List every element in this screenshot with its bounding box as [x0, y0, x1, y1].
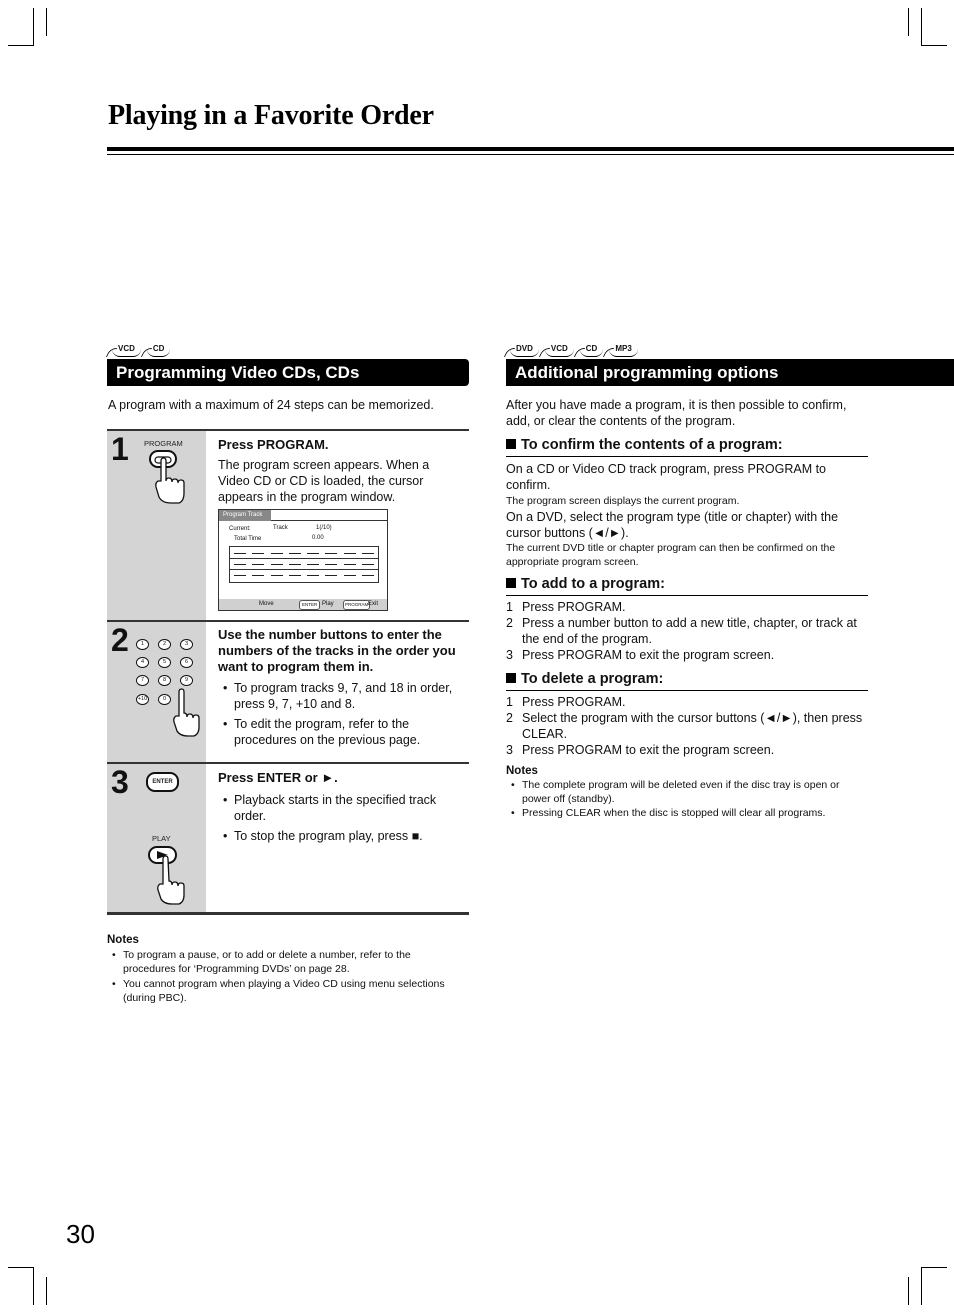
footer-play: Play	[322, 601, 334, 607]
square-bullet-icon	[506, 439, 516, 449]
number-button-6: 6	[180, 657, 193, 668]
note-item: • The complete program will be deleted even if the disc tray is open or power off (standby).	[506, 778, 868, 806]
number-button-5: 5	[158, 657, 171, 668]
enter-button-icon	[146, 772, 179, 792]
page-title: Playing in a Favorite Order	[108, 100, 434, 131]
grid-row	[234, 564, 374, 565]
paragraph-small: The program screen displays the current program.	[506, 495, 740, 507]
enter-label: ENTER	[152, 779, 173, 785]
number-button-4: 4	[136, 657, 149, 668]
total-time-label: Total Time	[234, 536, 262, 542]
crop-mark	[908, 8, 909, 36]
bullet-item: • To stop the program play, press ■.	[218, 828, 468, 844]
number-button-2: 2	[158, 639, 171, 650]
bullet-item: • Playback starts in the specified track order.	[218, 792, 468, 824]
step-body	[218, 792, 468, 848]
grid-row	[234, 553, 374, 554]
list-item: 1 Press PROGRAM.	[506, 695, 626, 709]
disc-badge: VCD	[112, 343, 141, 357]
subheading-text: To confirm the contents of a program:	[521, 437, 783, 453]
step-2	[107, 620, 469, 763]
crop-mark	[46, 1277, 47, 1305]
note-item: • To program a pause, or to add or delete a number, refer to the procedures for ‘Programming DVDs’ on page 28.	[107, 948, 457, 976]
press-program-hand-icon	[147, 447, 187, 505]
crop-mark	[908, 1277, 909, 1305]
page-number: 30	[66, 1219, 95, 1249]
note-item: • You cannot program when playing a Video CD using menu selections (during PBC).	[107, 977, 457, 1005]
current-label: Current:	[229, 526, 251, 532]
right-notes	[506, 765, 868, 824]
crop-mark	[921, 45, 947, 46]
step-number: 1	[111, 431, 129, 467]
program-tab: Program Track	[219, 510, 271, 521]
number-button-plus10: +10	[136, 694, 149, 705]
section-title: Additional programming options	[506, 359, 954, 386]
track-value: 1(/10)	[316, 525, 332, 531]
subheading-text: To add to a program:	[521, 576, 665, 592]
bullet-item: • To program tracks 9, 7, and 18 in order, press 9, 7, +10 and 8.	[218, 680, 468, 712]
subheading-delete	[506, 670, 868, 691]
square-bullet-icon	[506, 578, 516, 588]
step-heading: Press ENTER or ►.	[218, 770, 338, 785]
notes-list	[506, 778, 868, 820]
notes-list	[107, 948, 457, 1005]
remote-label: PROGRAM	[144, 439, 183, 448]
step-body: The program screen appears. When a Video CD or CD is loaded, the cursor appears in the program window.	[218, 458, 430, 504]
crop-mark	[33, 8, 34, 46]
crop-mark	[46, 8, 47, 36]
paragraph: On a CD or Video CD track program, press PROGRAM to confirm.	[506, 462, 827, 492]
footer-enter-key: ENTER	[299, 600, 320, 610]
disc-badge: VCD	[545, 343, 574, 357]
note-item: • Pressing CLEAR when the disc is stopped will clear all programs.	[506, 806, 868, 820]
total-time-value: 0.00	[312, 535, 324, 541]
disc-badge: DVD	[510, 343, 539, 357]
paragraph: On a DVD, select the program type (title or chapter) with the cursor buttons (◄/►).	[506, 510, 839, 540]
delete-steps	[506, 694, 868, 758]
section-title: Programming Video CDs, CDs	[107, 359, 469, 386]
grid-row	[234, 575, 374, 576]
crop-mark	[8, 1267, 34, 1268]
tab-underline	[271, 520, 387, 521]
step-3	[107, 762, 469, 915]
number-button-9: 9	[180, 675, 193, 686]
subheading-text: To delete a program:	[521, 671, 664, 687]
pointing-hand-icon	[171, 688, 201, 738]
square-bullet-icon	[506, 673, 516, 683]
step-body	[218, 680, 468, 752]
disc-badges	[510, 343, 638, 357]
paragraph-small: The current DVD title or chapter program can then be confirmed on the appropriate program screen.	[506, 542, 836, 568]
number-button-8: 8	[158, 675, 171, 686]
disc-badge: CD	[147, 343, 171, 357]
list-item: 3 Press PROGRAM to exit the program screen.	[506, 648, 775, 662]
subheading-add	[506, 575, 868, 596]
list-item: 3 Press PROGRAM to exit the program screen.	[506, 743, 775, 757]
crop-mark	[8, 45, 34, 46]
number-button-7: 7	[136, 675, 149, 686]
grid-line	[230, 569, 378, 570]
play-label: PLAY	[152, 834, 171, 843]
crop-mark	[921, 8, 922, 46]
program-footer	[219, 599, 387, 610]
section-intro: A program with a maximum of 24 steps can be memorized.	[108, 398, 434, 412]
disc-badge: CD	[580, 343, 604, 357]
step-heading: Use the number buttons to enter the numbers of the tracks in the order you want to program them in.	[218, 627, 456, 674]
step-heading: Press PROGRAM.	[218, 437, 329, 452]
list-item: 1 Press PROGRAM.	[506, 600, 626, 614]
disc-badge: MP3	[609, 343, 637, 357]
number-button-1: 1	[136, 639, 149, 650]
program-screen-illustration	[218, 509, 388, 611]
confirm-content	[506, 461, 868, 569]
crop-mark	[921, 1267, 922, 1305]
left-notes	[107, 934, 457, 1009]
title-rule-thin	[107, 154, 954, 155]
list-item: 2 Press a number button to add a new title, chapter, or track at the end of the program.	[506, 616, 857, 646]
list-item: 2 Select the program with the cursor buttons (◄/►), then press CLEAR.	[506, 711, 863, 741]
program-grid	[229, 546, 379, 583]
add-steps	[506, 599, 868, 663]
crop-mark	[921, 1267, 947, 1268]
crop-mark	[33, 1267, 34, 1305]
number-button-3: 3	[180, 639, 193, 650]
step-number: 2	[111, 622, 129, 658]
number-button-0: 0	[158, 694, 171, 705]
grid-line	[230, 558, 378, 559]
subheading-confirm	[506, 436, 868, 457]
bullet-item: • To edit the program, refer to the procedures on the previous page.	[218, 716, 468, 748]
title-rule	[107, 147, 954, 151]
footer-move: Move	[259, 601, 274, 607]
footer-exit: Exit	[368, 601, 379, 607]
step-number: 3	[111, 764, 129, 800]
notes-title: Notes	[107, 934, 139, 946]
notes-title: Notes	[506, 765, 538, 777]
pointing-hand-icon	[153, 856, 187, 906]
section-intro: After you have made a program, it is then possible to confirm, add, or clear the contents of the program.	[506, 398, 847, 428]
footer-program-key: PROGRAM	[343, 600, 370, 610]
disc-badges	[112, 343, 170, 357]
track-label: Track	[273, 525, 288, 531]
